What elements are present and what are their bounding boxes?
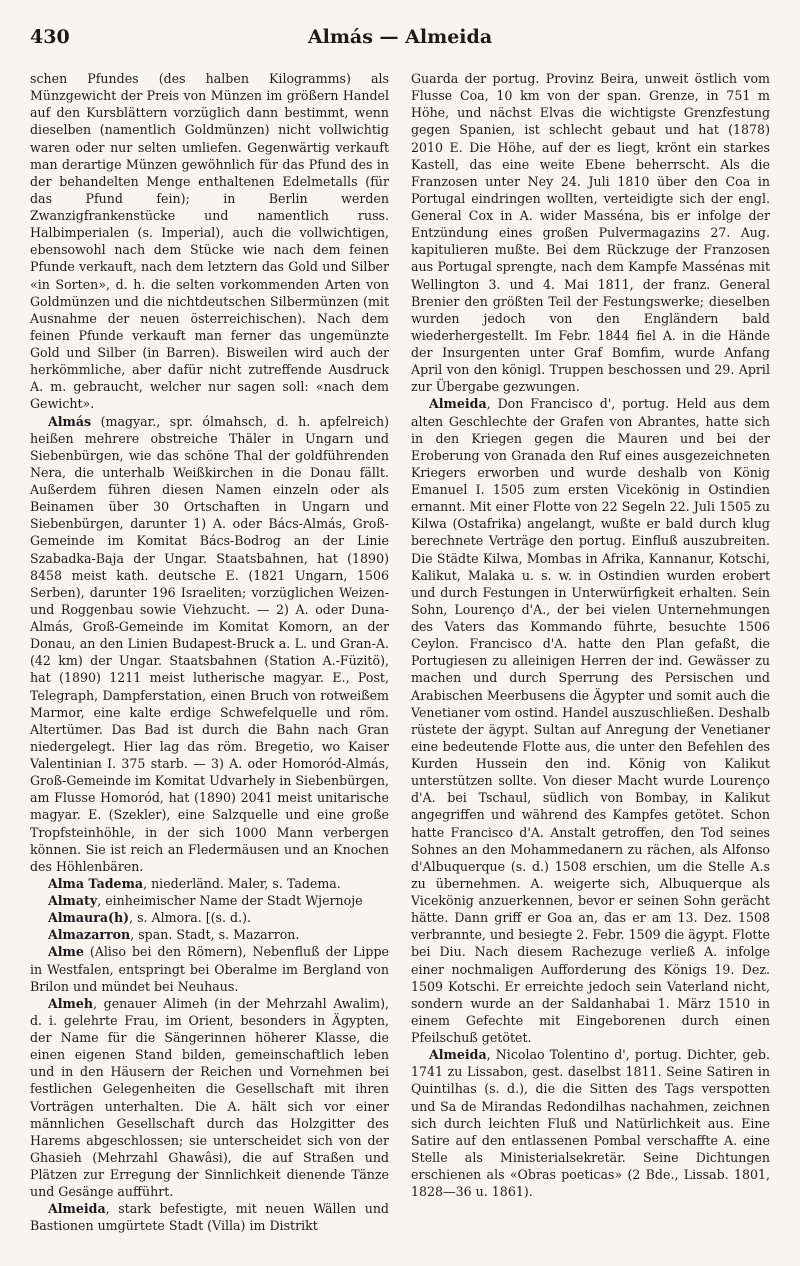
entry-headword: Almás [48,413,92,429]
entry-headword: Almeida [429,1047,487,1063]
dictionary-entry [30,892,389,909]
entry-text: , Don Francisco d', portug. Held aus dem alten Geschlechte der Grafen von Abrantes, hatte sich in den Kriegen gegen die Mauren und bei der Eroberung von Granada den Ruf eines ausgezeichneten Kriegers erworben und wurde deshalb von König Emanuel I. 1505 zum ersten Vicekönig in Ostindien ernannt. Mit einer Flotte von 22 Segeln 22. Juli 1505 zu Kilwa (Ostafrika) angelangt, wußte er bald durch klug berechnete Verträge den portug. Einfluß auszubreiten. Die Städte Kilwa, Mombas in Afrika, Kannanur, Kotschi, Kalikut, Malaka u. s. w. in Ostindien wurden erobert und durch Festungen in Unterwürfigkeit erhalten. Sein Sohn, Lourenço d'A., der bei vielen Unternehmungen des Vaters das Kommando führte, besuchte 1506 Ceylon. Francisco d'A. hatte den Plan gefaßt, die Portugiesen zu alleinigen Herren der ind. Gewässer zu machen und durch Sperrung des Persischen und Arabischen Meerbusens die Ägypter und somit auch die Venetianer vom ostind. Handel auszuschließen. Deshalb rüstete der ägypt. Sultan auf Anregung der Venetianer eine bedeutende Flotte aus, die unter den Befehlen des Kurden Hussein den ind. König von Kalikut unterstützen sollte. Von dieser Macht wurde Lourenço d'A. bei Tschaul, südlich von Bombay, in Kalikut angegriffen und während des Kampfes getötet. Schon hatte Francisco d'A. Anstalt getroffen, den Tod seines Sohnes an den Mohammedanern zu rächen, als Alfonso d'Albuquerque (s. d.) 1508 erschien, um die Stelle A.s zu übernehmen. A. weigerte sich, Albuquerque als Vicekönig anzuerkennen, bevor er seinen Sohn gerächt hätte. Dann griff er Goa an, das er am 13. Dez. 1508 verbrannte, und besiegte 2. Febr. 1509 die ägypt. Flotte bei Diu. Nach diesem Rachezuge verließ A. infolge einer nochmaligen Aufforderung des Königs 19. Dez. 1509 Kotschi. Er erreichte jedoch sein Vaterland nicht, sondern wurde an der Saldanhabai 1. März 1510 in einem Gefechte mit Eingeborenen durch einen Pfeilschuß getötet. [411,396,770,1045]
entry-text: Guarda der portug. Provinz Beira, unweit östlich vom Flusse Coa, 10 km von der span. Grenze, in 751 m Höhe, und nächst Elvas die wichtigste Grenzfestung gegen Spanien, ist schlecht gebaut und hat (1878) 2010 E. Die Höhe, auf der es liegt, krönt ein starkes Kastell, das eine weite Ebene beherrscht. Als die Franzosen unter Ney 24. Juli 1810 über den Coa in Portugal eindringen wollten, verteidigte sich der engl. General Cox in A. wider Masséna, bis er infolge der Entzündung eines großen Pulvermagazins 27. Aug. kapitulieren mußte. Bei dem Rückzuge der Franzosen aus Portugal sprengte, nach dem Kampfe Massénas mit Wellington 3. und 4. Mai 1811, der franz. General Brenier den größten Teil der Festungswerke; dieselben wurden jedoch von den Engländern bald wiederhergestellt. Im Febr. 1844 fiel A. in die Hände der Insurgenten unter Graf Bomfim, wurde Anfang April von den königl. Truppen beschossen und 29. April zur Übergabe gezwungen. [411,71,770,395]
dictionary-entry [30,1200,389,1234]
entry-headword: Almeh [48,995,94,1011]
entry-text: , niederländ. Maler, s. Tadema. [143,875,341,891]
entry-headword: Almaura(h) [48,910,130,926]
entry-headword: Almazarron [48,927,131,943]
dictionary-entry [411,1046,770,1200]
dictionary-entry [30,413,389,875]
dictionary-entry [411,395,770,1046]
dictionary-entry [411,70,770,395]
running-head: Almás — Almeida [307,26,493,48]
entry-text: (magyar., spr. ólmahsch, d. h. apfelreich) heißen mehrere obstreiche Thäler in Ungarn und Siebenbürgen, wie das schöne Thal der goldführenden Nera, die unterhalb Weißkirchen in die Donau fällt. Außerdem führen diesen Namen einzeln oder als Beinamen über 30 Ortschaften in Ungarn und Siebenbürgen, darunter 1) A. oder Bács-Almás, Groß-Gemeinde im Komitat Bács-Bodrog an der Linie Szabadka-Baja der Ungar. Staatsbahnen, hat (1890) 8458 meist kath. deutsche E. (1821 Ungarn, 1506 Serben), darunter 196 Israeliten; vorzüglichen Weizen- und Roggenbau sowie Viehzucht. — 2) A. oder Duna-Almás, Groß-Gemeinde im Komitat Komorn, an der Donau, an den Linien Budapest-Bruck a. L. und Gran-A. (42 km) der Ungar. Staatsbahnen (Station A.-Füzitö), hat (1890) 1211 meist lutherische magyar. E., Post, Telegraph, Dampferstation, einen Bruch von rotweißem Marmor, eine kalte erdige Schwefelquelle und röm. Altertümer. Das Bad ist durch die Bahn nach Gran niedergelegt. Hier lag das röm. Bregetio, wo Kaiser Valentinian I. 375 starb. — 3) A. oder Homoród-Almás, Groß-Gemeinde im Komitat Udvarhely in Siebenbürgen, am Flusse Homoród, hat (1890) 2041 meist unitarische magyar. E. (Szekler), eine Salzquelle und eine große Tropfsteinhöhle, in der sich 1000 Mann verbergen können. Sie ist reich an Fledermäusen und an Knochen des Höhlenbären. [30,413,389,874]
entry-text: , span. Stadt, s. Mazarron. [130,927,300,943]
entry-headword: Alme [48,944,84,960]
entry-headword: Almaty [48,893,98,908]
entry-headword: Almeida [429,396,487,412]
right-column [411,70,770,1235]
dictionary-entry [30,70,389,413]
entry-text: , s. Almora. [(s. d.). [129,910,252,926]
entry-headword: Alma Tadema [48,875,144,891]
entry-headword: Almeida [48,1201,106,1217]
dictionary-entry [30,926,389,943]
dictionary-entry [30,909,389,926]
dictionary-entry [30,943,389,994]
entry-text: schen Pfundes (des halben Kilogramms) als Münzgewicht der Preis von Münzen im größern Handel auf den Kursblättern vorzüglich dann bestimmt, wenn dieselben (namentlich Goldmünzen) nicht vollwichtig waren oder nur selten umliefen. Gegenwärtig verkauft man derartige Münzen gewöhnlich für das Pfund des in der behandelten Menge enthaltenen Edelmetalls (für das Pfund fein); in Berlin werden Zwanzigfrankenstücke und namentlich russ. Halbimperialen (s. Imperial), auch die vollwichtigen, ebensowohl nach dem Stücke wie nach dem feinen Pfunde verkauft, nach dem letztern das Gold und Silber «in Sorten», d. h. die selten vorkommenden Arten von Goldmünzen und die nichtdeutschen Silbermünzen (mit Ausnahme der neuen österreichischen). Nach dem feinen Pfunde verkauft man ferner das ungemünzte Gold und Silber (in Barren). Bisweilen wird auch der herkömmliche, aber dafür nicht zutreffende Ausdruck A. m. gebraucht, welcher nur sagen soll: «nach dem Gewicht». [30,71,389,412]
dictionary-entry [30,995,389,1201]
entry-text: , einheimischer Name der Stadt Wjernoje [97,893,363,908]
page-number: 430 [30,26,70,48]
dictionary-entry [30,875,389,892]
entry-text: , Nicolao Tolentino d', portug. Dichter, geb. 1741 zu Lissabon, gest. daselbst 1811. Seine Satiren in Quintilhas (s. d.), die die Sitten des Tags verspotten und Sa de Mirandas Redondilhas nachahmen, zeichnen sich durch leichten Fluß und Natürlichkeit aus. Eine Satire auf den entlassenen Pombal verschaffte A. eine Stelle als Ministerialsekretär. Seine Dichtungen erschienen als «Obras poeticas» (2 Bde., Lissab. 1801, 1828—36 u. 1861). [411,1047,770,1200]
entry-text: , genauer Alimeh (in der Mehrzahl Awalim), d. i. gelehrte Frau, im Orient, besonders in Ägypten, der Name für die Sängerinnen höherer Klasse, die einen eigenen Stand bilden, gemeinschaftlich leben und in den Häusern der Reichen und Vornehmen bei festlichen Gelegenheiten die Gesellschaft mit ihren Vorträgen unterhalten. Die A. hält sich vor einer männlichen Gesellschaft durch das Holzgitter des Harems abgeschlossen; sie unterscheidet sich von der Ghasieh (Mehrzahl Ghawâsi), die auf Straßen und Plätzen zur Erregung der Sinnlichkeit dienende Tänze und Gesänge aufführt. [30,995,389,1200]
text-columns [30,70,770,1235]
entry-text: , stark befestigte, mit neuen Wällen und Bastionen umgürtete Stadt (Villa) im Distrikt [30,1201,389,1234]
left-column [30,70,389,1235]
entry-text: (Aliso bei den Römern), Nebenfluß der Lippe in Westfalen, entspringt bei Oberalme im Bergland von Brilon und mündet bei Neuhaus. [30,944,389,994]
